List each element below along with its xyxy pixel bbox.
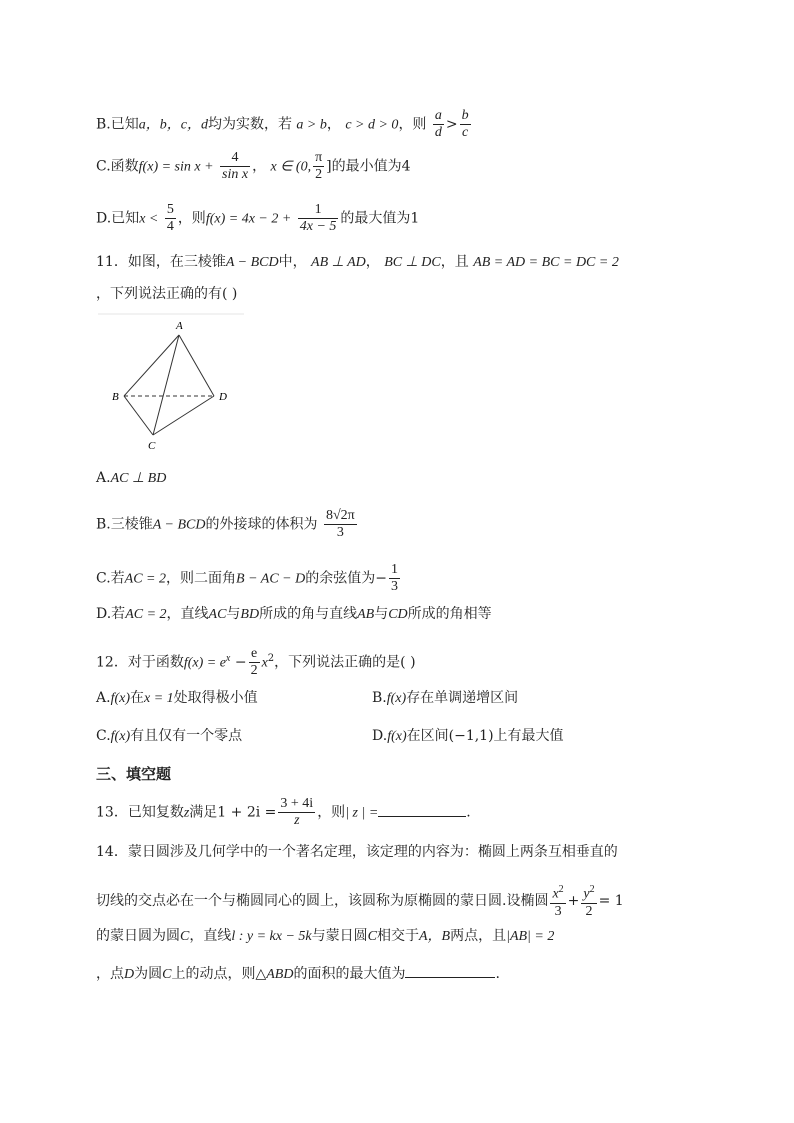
- option-10b: B.已知a，b，c，d均为实数，若 a > b， c > d > 0，则 $\frac{a}{d}$ > $\frac{b}{c}$: [96, 108, 469, 140]
- answer-blank-14[interactable]: [405, 965, 495, 978]
- fraction-4-sinx: $\frac{4}{\text{sin x}}$: [222, 150, 249, 182]
- edge-ad: [179, 335, 214, 396]
- fraction-1-3: $\frac{1}{3}$: [390, 562, 398, 594]
- fraction-volume: $\frac{8√2\pi}{3}$: [325, 508, 355, 540]
- option-12a: A.f(x)在x = 1处取得极小值: [96, 690, 258, 706]
- question-14-line1: 14．蒙日圆涉及几何学中的一个著名定理，该定理的内容为：椭圆上两条互相垂直的: [96, 844, 618, 860]
- edge-bc: [124, 396, 153, 435]
- option-11a: A.AC ⊥ BD: [96, 470, 167, 486]
- fraction-5-4: $\frac{5}{4}$: [166, 202, 174, 234]
- question-12: 12．对于函数$f(x) = e^x$ − $\frac{e}{2}$ $x^2$，下列说法正确的是( ): [96, 646, 416, 678]
- label-b: B: [112, 391, 119, 403]
- fraction-3-4i-z: $\frac{3 + 4i}{z}$: [280, 796, 314, 828]
- answer-blank-13[interactable]: [378, 804, 466, 817]
- option-12b: B.f(x)存在单调递增区间: [372, 690, 519, 706]
- question-13: 13．已知复数z满足1 + 2i = $\frac{3 + 4i}{z}$ ，则| z | = .: [96, 796, 471, 828]
- question-14-line3: 的蒙日圆为圆C，直线l : y = kx − 5k与蒙日圆C相交于A，B两点，且|AB| = 2: [96, 928, 555, 944]
- label-c: C: [148, 440, 156, 452]
- option-11d: D.若AC = 2，直线AC与BD所成的角与直线AB与CD所成的角相等: [96, 606, 492, 622]
- option-10c: C.函数f(x) = sin x + $\frac{4}{\text{sin x}}$ ， x ∈ (0, $\frac{\pi}{2}$ ]的最小值为4: [96, 150, 411, 182]
- fraction-a-d: $\frac{a}{d}$: [434, 108, 442, 140]
- label-a: A: [176, 320, 183, 332]
- fraction-e-2: $\frac{e}{2}$: [250, 646, 258, 678]
- option-12d: D.f(x)在区间(−1,1)上有最大值: [372, 728, 564, 744]
- option-11c: C.若AC = 2，则二面角B − AC − D的余弦值为− $\frac{1}{3}$: [96, 562, 398, 594]
- section-title: 三、填空题: [96, 765, 172, 783]
- option-12c: C.f(x)有且仅有一个零点: [96, 728, 243, 744]
- option-11b: B.三棱锥A − BCD的外接球的体积为 $\frac{8√2\pi}{3}$: [96, 508, 355, 540]
- tetrahedron-figure: [96, 312, 246, 457]
- edge-cd: [153, 396, 214, 435]
- option-10d: D.已知x < $\frac{5}{4}$ ，则f(x) = 4x − 2 + $\frac{1}{4x - 5}$ 的最大值为1: [96, 202, 420, 234]
- fraction-x2-3: $\frac{x^2}{3}$: [552, 884, 564, 919]
- label-d: D: [219, 391, 227, 403]
- question-11-line1: 11．如图，在三棱锥A − BCD中， AB ⊥ AD， BC ⊥ DC，且 AB = AD = BC = DC = 2: [96, 254, 619, 270]
- fraction-pi-2: $\frac{\pi}{2}$: [315, 150, 323, 182]
- fraction-b-c: $\frac{b}{c}$: [461, 108, 469, 140]
- fraction-1-4x-5: $\frac{1}{4x - 5}$: [299, 202, 337, 234]
- question-14-line4: ，点D为圆C上的动点，则△ABD的面积的最大值为 .: [96, 966, 500, 982]
- fraction-y2-2: $\frac{y^2}{2}$: [583, 884, 595, 919]
- question-14-line2: 切线的交点必在一个与椭圆同心的圆上，该圆称为原椭圆的蒙日圆.设椭圆 $\frac{x^2}{3}$ + $\frac{y^2}{2}$ = 1: [96, 884, 624, 919]
- question-11-line2: ，下列说法正确的有( ): [96, 286, 238, 302]
